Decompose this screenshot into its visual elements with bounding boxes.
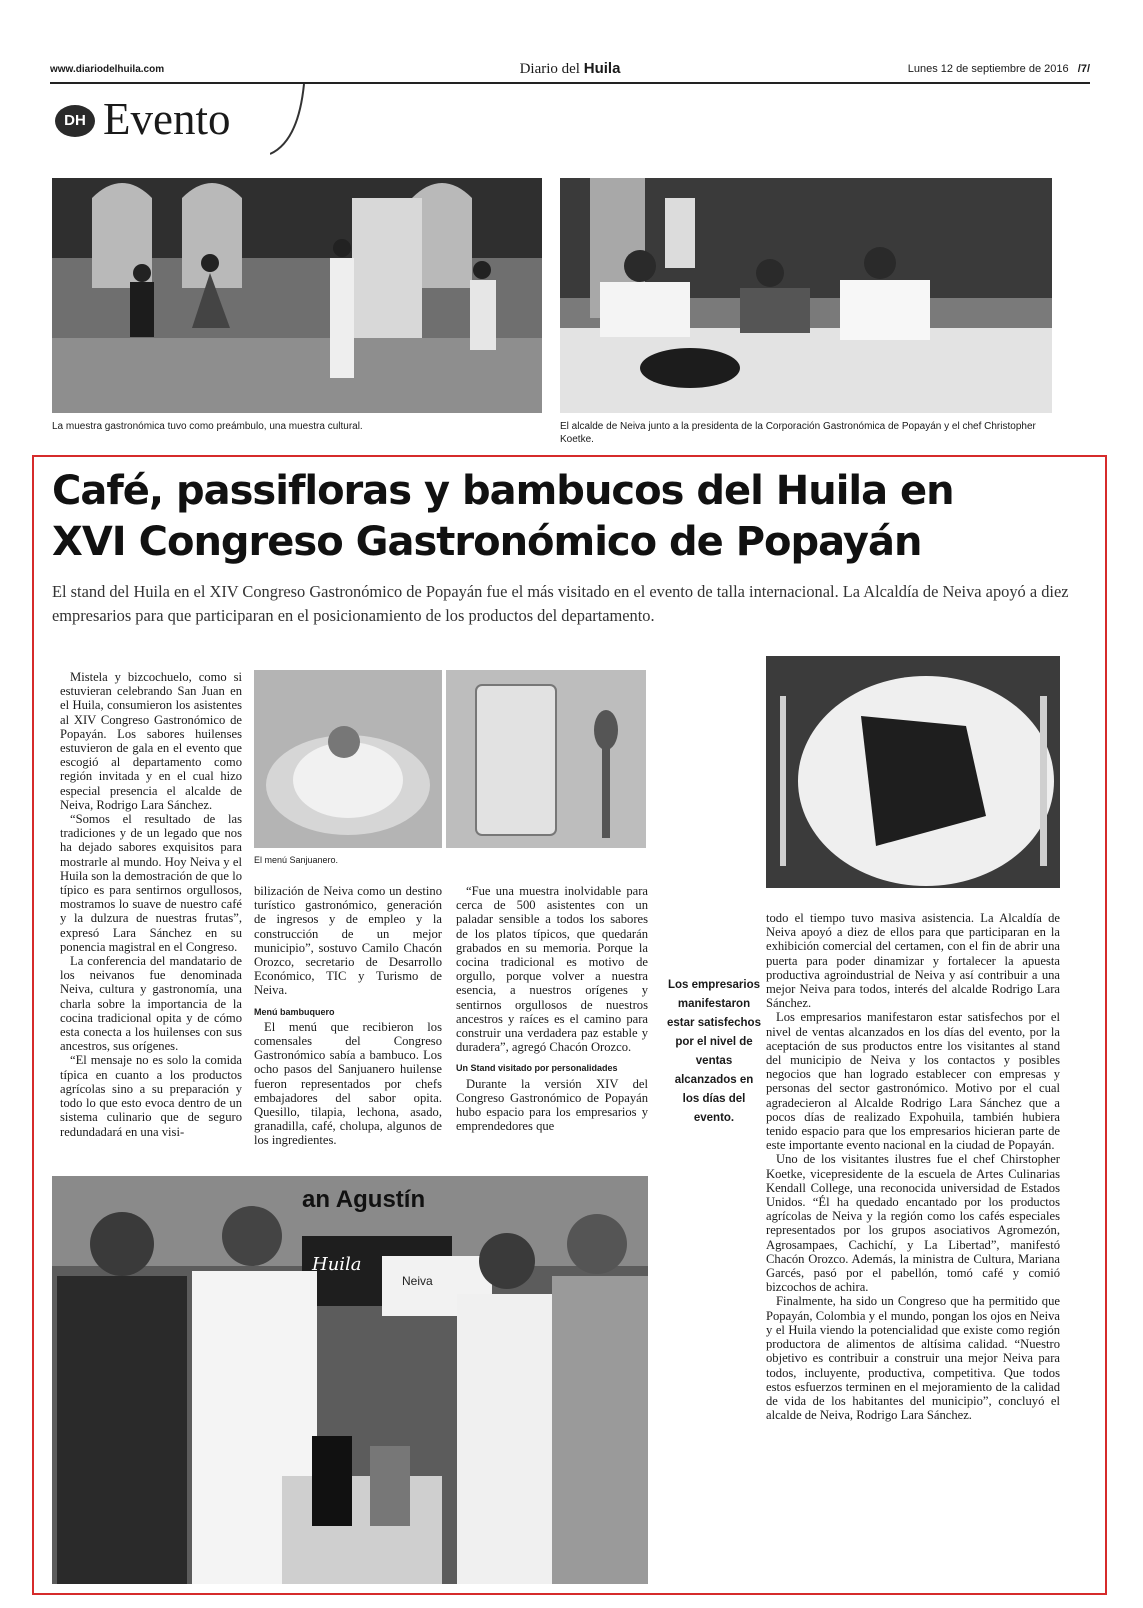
article-headline [52, 466, 1092, 568]
article-column-1 [60, 670, 242, 1139]
photo-menu-dessert [254, 670, 442, 848]
paragraph: todo el tiempo tuvo masiva asistencia. La Alcaldía de Neiva apoyó a diez de ellos para que participaran en la exhibición comercial del certamen, con el fin de abrir una puerta para poder dinamizar y fortalecer la apuesta productiva agroindustrial de Neiva y así contribuir a una mejor Neiva para todos, interés del alcalde Rodrigo Lara Sánchez. [766, 911, 1060, 1011]
website-url[interactable]: www.diariodelhuila.com [50, 64, 165, 75]
pull-quote: Los empresarios manifestaron estar satisfechos por el nivel de ventas alcanzados en los días del evento. [667, 979, 761, 1124]
paragraph: “Somos el resultado de las tradiciones y de un legado que nos ha dejado sabores exquisitos para mostrarle al mundo. Hoy Neiva y el Huila son la demostración de que lo típico es para sentirnos orgullosos, mostramos lo suave de nuestro café y la dulzura de nuestras frutas”, expresó Lara Sánchez en su ponencia magistral en el Congreso. [60, 812, 242, 954]
paragraph: Mistela y bizcochuelo, como si estuvieran celebrando San Juan en el Huila, consumieron los asistentes al XIV Congreso Gastronómico de Popayán. Los sabores huilenses estuvieron de gala en el evento que escogió al departamento como región invitada y en el cual hizo especial presencia el alcalde de Neiva, Rodrigo Lara Sánchez. [60, 670, 242, 812]
huila-logo: Huila [312, 1254, 362, 1275]
section-title: Evento [103, 94, 231, 144]
photo-huila-stand [52, 1176, 648, 1584]
issue-date [908, 63, 1090, 75]
article-column-4 [766, 911, 1060, 1422]
masthead-bold: Huila [583, 60, 621, 77]
masthead-prefix: Diario del [519, 61, 580, 77]
neiva-logo: Neiva [402, 1274, 433, 1288]
article-column-2 [254, 884, 442, 1148]
paragraph: Durante la versión XIV del Congreso Gastronómico de Popayán hubo espacio para los empresarios y emprendedores que [456, 1076, 648, 1134]
section-curve-decoration [270, 84, 330, 174]
stand-banner-text: an Agustín [302, 1186, 426, 1213]
headline-line-2: XVI Congreso Gastronómico de Popayán [52, 519, 922, 565]
photo-menu-glass [446, 670, 646, 848]
dh-logo: DH [55, 105, 95, 137]
paragraph: Finalmente, ha sido un Congreso que ha permitido que Popayán, Colombia y el mundo, pongan los ojos en Neiva y el Huila viendo la potencialidad que existe como región productora de alimentos de altísima calidad. “Nuestro objetivo es contribuir a construir una mejor Neiva para todos, incluyente, productiva, competitiva. Que todos estos esfuerzos terminen en el mejoramiento de la calidad de vida de los habitantes del municipio”, concluyó el alcalde de Neiva, Rodrigo Lara Sánchez. [766, 1294, 1060, 1423]
paragraph: Uno de los visitantes ilustres fue el chef Chirstopher Koetke, vicepresidente de la escuela de Artes Culinarias Kendall College, una reconocida universidad de Estados Unidos. “Él ha quedado encantado por los productos agrícolas de Neiva y la región como los cafés especiales representados por los grupos asociativos Agromezón, Agrosampaes, Cachichí, y La Libertad”, manifestó Chacón Orozco. Además, la ministra de Cultura, Mariana Garcés, pasó por el pabellón, tomó café y comió bizcochos de achira. [766, 1152, 1060, 1295]
caption-menu: El menú Sanjuanero. [254, 855, 339, 865]
caption-cultural-show: La muestra gastronómica tuvo como preámbulo, una muestra cultural. [52, 421, 363, 432]
paragraph: bilización de Neiva como un destino turístico gastronómico, generación de ingresos y de empleo y la construcción de un mejor municipio”, sostuvo Camilo Chacón Orozco, secretario de Desarrollo Económico, TIC y Turismo de Neiva. [254, 884, 442, 998]
paragraph: “Fue una muestra inolvidable para cerca de 500 asistentes con un paladar sensible a todos los sabores de los platos típicos, que quedarán grabados en su memoria. Porque la cocina tradicional es motivo de orgullo, porque volver a nuestra esencia, a nuestros orígenes y sentirnos orgullosos de nuestros ancestros y raíces es el camino para construir una verdadera paz estable y duradera”, agregó Chacón Orozco. [456, 884, 648, 1055]
page-number: /7/ [1077, 63, 1090, 75]
subheading-stand: Un Stand visitado por personalidades [456, 1063, 618, 1074]
paragraph: Los empresarios manifestaron estar satisfechos por el nivel de ventas alcanzados en los días del evento, por la aceptación de sus productos entre los visitantes al stand del municipio de Neiva y los contactos y posibles negocios que han logrado establecer con empresas y personas del sector gastronómico. Motivo por el cual agradecieron al Alcalde Rodrigo Lara Sánchez que a pocos días de realizado Expohuila, también hubiera tenido espacio para que los empresarios hicieran parte de este importante evento nacional en la ciudad de Popayán. [766, 1010, 1060, 1153]
subheading-menu-bambuquero: Menú bambuquero [254, 1006, 335, 1017]
article-column-3 [456, 884, 648, 1133]
article-deck: El stand del Huila en el XIV Congreso Gastronómico de Popayán fue el más visitado en el evento de talla internacional. La Alcaldía de Neiva apoyó a diez empresarios para que participaran en el posicionamiento de los productos del departamento. [52, 582, 1069, 625]
paragraph: La conferencia del mandatario de los neivanos fue denominada Neiva, cultura y gastronomía, una charla sobre la importancia de la cocina tradicional opita y de cómo esta conecta a los huilenses con sus ancestros, sus orígenes. [60, 954, 242, 1054]
photo-mayor-table [560, 178, 1052, 413]
header-rule [50, 82, 1090, 84]
paragraph: “El mensaje no es solo la comida típica en cuanto a los productos agrícolas sino a su preparación y todo lo que esto evoca dentro de un sistema culinario que de seguro redundadará en una visi- [60, 1053, 242, 1139]
photo-main-dish [766, 656, 1060, 888]
paragraph: El menú que recibieron los comensales del Congreso Gastronómico sabía a bambuco. Los ocho pasos del Sanjuanero huilense fueron representados por chefs embajadores del sabor opita. Quesillo, tilapia, lechona, asado, granadilla, café, cholupa, algunos de los ingredientes. [254, 1019, 442, 1148]
caption-mayor-table: El alcalde de Neiva junto a la presidenta de la Corporación Gastronómica de Popayán y el chef Christopher Koetke. [560, 421, 1036, 445]
photo-cultural-show [52, 178, 542, 413]
issue-date-text: Lunes 12 de septiembre de 2016 [907, 63, 1069, 75]
page-header [50, 60, 1090, 82]
headline-line-1: Café, passifloras y bambucos del Huila en [52, 468, 954, 514]
